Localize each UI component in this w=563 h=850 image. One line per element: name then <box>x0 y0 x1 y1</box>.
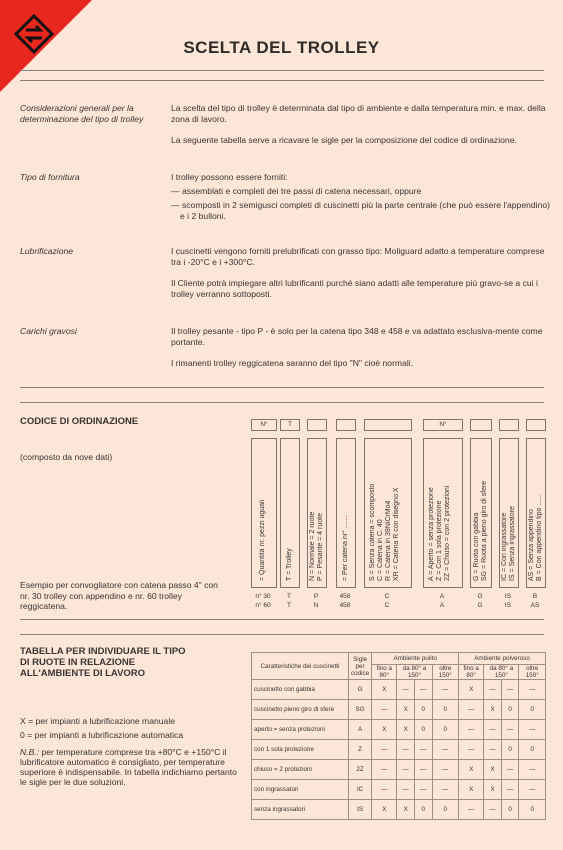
example-cell: n° 60 <box>255 602 271 609</box>
table-cell: con 1 sola protezione <box>252 740 349 760</box>
table-cell: — <box>519 680 546 700</box>
table-cell: — <box>432 740 459 760</box>
table-cell: — <box>501 680 519 700</box>
code-column: T = Trolley <box>280 438 300 588</box>
code-header: N° <box>423 419 463 431</box>
page-title: SCELTA DEL TROLLEY <box>183 38 380 57</box>
table-cell: — <box>432 780 459 800</box>
table-row <box>252 700 546 720</box>
table-cell: — <box>372 760 397 780</box>
codice-heading: CODICE DI ORDINAZIONE <box>20 416 139 427</box>
divider <box>20 80 544 81</box>
example-cell: B <box>532 593 538 600</box>
table-cell: — <box>484 720 502 740</box>
code-column: A = Aperto = senza protezione Z = Con 1 sola protezione 2Z = Chiuso = con 2 protezioni <box>423 438 463 588</box>
table-cell: 0 <box>519 800 546 820</box>
example-cell: n° 30 <box>255 593 271 600</box>
table-cell: X <box>484 780 502 800</box>
table-cell: 0 <box>519 740 546 760</box>
example-cell: 458 <box>339 593 351 600</box>
table-cell: 0 <box>432 800 459 820</box>
table-row <box>252 760 546 780</box>
table-cell: — <box>432 680 459 700</box>
example-cell: T <box>287 602 291 609</box>
table-cell: 0 <box>519 700 546 720</box>
table-cell: — <box>397 740 415 760</box>
code-column: AS = Senza appendino B = Con appendino tipo ...... <box>526 438 546 588</box>
table-cell: X <box>397 720 415 740</box>
table-cell: X <box>397 700 415 720</box>
table-cell: 0 <box>414 800 432 820</box>
table-cell: 0 <box>432 720 459 740</box>
code-header <box>336 419 356 431</box>
table-cell: — <box>459 700 484 720</box>
example-text: Esempio per convogliatore con catena passo 4" con nr. 30 trolley con appendino e nr. 60 trolley reggicatena. <box>20 580 218 611</box>
table-cell: aperto = senza protezioni <box>252 720 349 740</box>
table-cell: X <box>484 700 502 720</box>
table-cell: — <box>459 800 484 820</box>
example-cell: N <box>313 602 319 609</box>
code-header: N° <box>251 419 277 431</box>
table-row <box>252 780 546 800</box>
section-text: Il trolley pesante - tipo P - è solo per la catena tipo 348 e 458 e va adattato esclusiva-mente come portante. I rimanenti trolley reggicatena saranno del tipo "N" cioè normali. <box>171 326 543 368</box>
table-cell: 0 <box>414 700 432 720</box>
code-column: = Quantità nr. pezzi uguali <box>251 438 277 588</box>
table-cell: — <box>414 680 432 700</box>
legend-0: 0 = per impianti a lubrificazione automatica <box>20 730 184 740</box>
table-cell: — <box>501 760 519 780</box>
example-cell: P <box>313 593 319 600</box>
table-row <box>252 800 546 820</box>
table-cell: — <box>372 700 397 720</box>
table-cell: X <box>484 760 502 780</box>
section-text: I cuscinetti vengono forniti prelubrificati con grasso tipo: Moliguard adatto a temperature comprese tra i -20°C e i +300°C. Il Cliente potrà impiegare altri lubrificanti purché siano adatti alle temperature più gravo-se a cui i trolley verranno sottoposti. <box>171 246 545 299</box>
example-cell: C <box>384 602 390 609</box>
table-cell: SG <box>349 700 372 720</box>
table-cell: X <box>372 680 397 700</box>
example-cell: A <box>439 602 445 609</box>
codice-sub: (composto da nove dati) <box>20 452 113 462</box>
table-row <box>252 740 546 760</box>
table-cell: — <box>397 680 415 700</box>
table-cell: — <box>519 760 546 780</box>
example-cell: T <box>287 593 291 600</box>
table-cell: — <box>501 780 519 800</box>
table-cell: X <box>459 780 484 800</box>
code-header <box>526 419 546 431</box>
code-header <box>499 419 519 431</box>
legend-x: X = per impianti a lubrificazione manuale <box>20 716 176 726</box>
example-cell: A <box>439 593 445 600</box>
table-cell: — <box>484 740 502 760</box>
table-cell: — <box>484 800 502 820</box>
example-cell: AS <box>530 602 540 609</box>
code-header <box>307 419 327 431</box>
table-cell: X <box>397 800 415 820</box>
code-column: = Per catena nr° ....... <box>336 438 356 588</box>
table-cell: — <box>372 740 397 760</box>
section-label: Carichi gravosi <box>20 326 77 336</box>
table-cell: — <box>414 760 432 780</box>
table-cell: 0 <box>501 740 519 760</box>
table-cell: 0 <box>501 700 519 720</box>
divider <box>20 70 544 71</box>
table-cell: — <box>372 780 397 800</box>
table-cell: 0 <box>501 800 519 820</box>
table-cell: 0 <box>414 720 432 740</box>
table-cell: — <box>484 680 502 700</box>
table-cell: X <box>372 800 397 820</box>
divider <box>20 402 544 403</box>
example-cell: G <box>477 602 483 609</box>
tabella-heading: TABELLA PER INDIVIDUARE IL TIPO DI RUOTE IN RELAZIONE ALL'AMBIENTE DI LAVORO <box>20 646 186 679</box>
table-cell: — <box>432 760 459 780</box>
table-cell: — <box>414 780 432 800</box>
table-cell: senza ingrassatori <box>252 800 349 820</box>
table-cell: X <box>459 760 484 780</box>
divider <box>20 619 544 620</box>
table-cell: — <box>397 780 415 800</box>
table-cell: — <box>414 740 432 760</box>
table-cell: — <box>519 780 546 800</box>
section-label: Considerazioni generali per la determinazione del tipo di trolley <box>20 103 144 124</box>
table-cell: cuscinetto con gabbia <box>252 680 349 700</box>
table-cell: X <box>372 720 397 740</box>
table-cell: X <box>459 680 484 700</box>
divider <box>20 634 544 635</box>
example-cell: 458 <box>339 602 351 609</box>
table-cell: — <box>519 720 546 740</box>
table-row <box>252 720 546 740</box>
table-cell: A <box>349 720 372 740</box>
nb-note: N.B.: per temperature comprese tra +80°C e +150°C il lubrificatore automatico è consigliato, per temperature superiore è indispensabile. In tabella indichiamo pertanto le sigle per le due soluzioni. <box>20 747 237 787</box>
table-cell: cuscinetto pieno giro di sfere <box>252 700 349 720</box>
table-cell: IS <box>349 800 372 820</box>
example-cell: G <box>477 593 483 600</box>
table-cell: Z <box>349 740 372 760</box>
table-row <box>252 680 546 700</box>
table-cell: G <box>349 680 372 700</box>
section-label: Tipo di fornitura <box>20 172 80 182</box>
code-column: N = Normale = 2 ruote P = Pesante = 4 ruote <box>307 438 327 588</box>
code-column: S = Senza catena = scomposto C = Catena in C. 40 R = Catena in 39NiCrMo4 XR = Catena R con disegno X <box>364 438 412 588</box>
table-cell: con ingrassatori <box>252 780 349 800</box>
code-header: T <box>280 419 300 431</box>
example-cell: C <box>384 593 390 600</box>
table-cell: IC <box>349 780 372 800</box>
code-column: G = Ruota con gabbia SG = Ruota a pieno giro di sfere <box>470 438 492 588</box>
section-text: I trolley possono essere forniti: — assemblati e completi dei tre passi di catena necessari, oppure — scomposti in 2 semigusci completi di cuscinetti più la parte centrale (che può essere l'appendino) e i 2 bulloni. <box>171 172 551 221</box>
table-cell: — <box>459 720 484 740</box>
section-text: La scelta del tipo di trolley è determinata dal tipo di ambiente e dalla temperatura min. e max. della zona di lavoro. La seguente tabella serve a ricavare le sigle per la composizione del codice di ordinazione. <box>171 103 546 145</box>
table-cell: — <box>501 720 519 740</box>
code-header <box>364 419 412 431</box>
code-column: IC = Con ingrassatore IS = Senza ingrassatore <box>499 438 519 588</box>
section-label: Lubrificazione <box>20 246 74 256</box>
table-cell: chiuso = 2 protezioni <box>252 760 349 780</box>
table-cell: 2Z <box>349 760 372 780</box>
table-cell: — <box>459 740 484 760</box>
divider <box>20 387 544 388</box>
wheels-table: Caratteristiche dei cuscinetti Sigle per codice Ambiente pulito Ambiente polveroso fino a 80° da 80° a 150° oltre 150° fino a 80° da 80° a 150° oltre 150° cuscinetto con gabbia G X — — — X — — — cuscinetto pieno giro di sfere SG — X 0 0 — X 0 0 aperto = senza protezioni A X X 0 0 — — — — con 1 sola protezione Z — — — — — — 0 0 chiuso = 2 protezioni 2Z — — — — X X — — con ingrassatori IC — — — — X X — — senza ingrassatori IS X X 0 0 — — 0 0 <box>251 652 546 820</box>
table-cell: 0 <box>432 700 459 720</box>
example-cell: IS <box>504 593 512 600</box>
code-header <box>470 419 492 431</box>
example-cell: IS <box>504 602 512 609</box>
table-cell: — <box>397 760 415 780</box>
